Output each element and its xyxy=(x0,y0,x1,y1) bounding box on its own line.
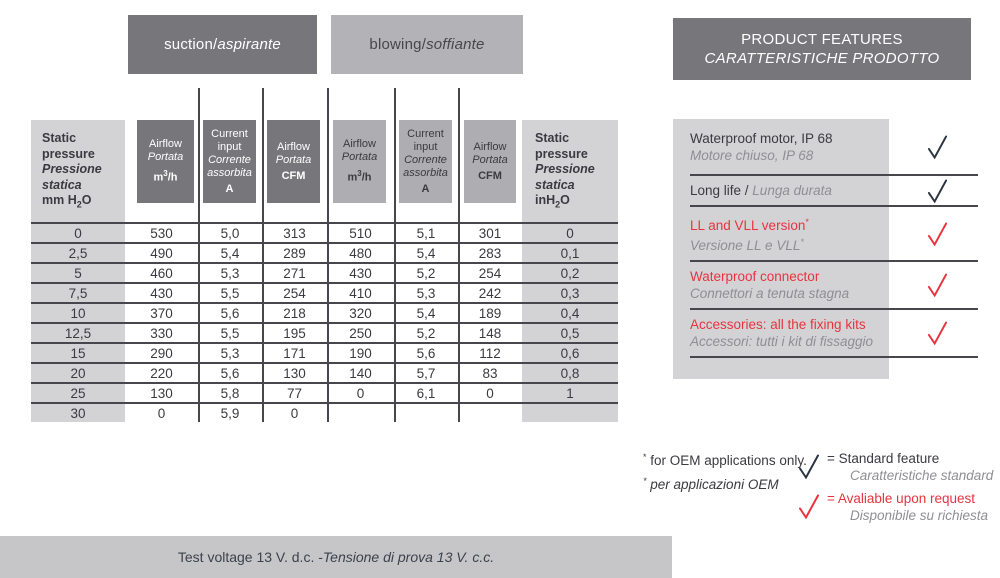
table-cell: 12,5 xyxy=(64,325,92,341)
table-row xyxy=(31,222,618,242)
test-voltage-bar xyxy=(0,536,672,578)
table-cell: 140 xyxy=(349,365,372,381)
legend-standard-feature xyxy=(798,450,993,485)
table-cell: 15 xyxy=(70,345,86,361)
table-cell: 6,1 xyxy=(416,385,436,401)
header-line: Static xyxy=(535,131,570,145)
check-icon xyxy=(798,490,820,525)
blowing-label-it: soffiante xyxy=(426,36,485,53)
check-icon xyxy=(798,450,820,485)
header-unit: $m^3/h$ xyxy=(153,169,178,184)
header-unit: mm $H_2O$ xyxy=(42,193,92,210)
feature-text-it: Motore chiuso, IP 68 xyxy=(690,147,814,163)
table-cell: 271 xyxy=(283,265,306,281)
table-cell: 254 xyxy=(283,285,306,301)
feature-text-en: Accessories: all the fixing kits xyxy=(690,317,866,332)
feature-text-it: Versione LL e VLL* xyxy=(690,236,804,253)
table-cell: 490 xyxy=(150,245,173,261)
blowing-mode-header xyxy=(331,15,523,74)
table-cell: 301 xyxy=(478,225,502,241)
performance-table-body xyxy=(31,222,618,422)
table-cell: 0 xyxy=(290,405,299,421)
feature-row xyxy=(690,310,978,358)
feature-text-en: Waterproof connector xyxy=(690,269,820,284)
table-cell: 1 xyxy=(566,385,574,401)
header-line: Pressione xyxy=(42,162,102,176)
features-list xyxy=(690,119,978,358)
table-cell: 5,2 xyxy=(416,325,436,341)
header-line: pressure xyxy=(42,146,95,161)
table-cell: 0,4 xyxy=(560,305,580,321)
mode-separator: / xyxy=(213,36,218,53)
table-cell: 5,5 xyxy=(220,325,240,341)
table-cell: 5,8 xyxy=(220,385,240,401)
table-cell: 410 xyxy=(349,285,372,301)
header-line: Portata xyxy=(275,153,312,166)
header-line: assorbita xyxy=(403,166,448,179)
table-cell: 2,5 xyxy=(68,245,88,261)
header-line: Airflow xyxy=(342,138,376,151)
header-line: Pressione xyxy=(535,162,595,176)
check-icon xyxy=(927,178,948,203)
table-cell: 190 xyxy=(349,345,372,361)
header-unit: A xyxy=(225,182,234,195)
header-line: Airflow xyxy=(276,140,310,153)
table-cell: 112 xyxy=(479,345,501,361)
table-cell: 148 xyxy=(478,325,502,341)
header-line: Static xyxy=(42,131,77,145)
table-cell: 30 xyxy=(70,405,86,421)
table-cell: 20 xyxy=(70,365,86,381)
table-cell: 83 xyxy=(482,365,498,381)
check-icon xyxy=(927,273,948,298)
table-cell: 5,4 xyxy=(416,305,436,321)
table-cell: 171 xyxy=(283,345,306,361)
table-cell: 5,3 xyxy=(220,345,240,361)
legend-request-it: Disponibile su richiesta xyxy=(850,508,989,523)
header-unit: $m^3/h$ xyxy=(347,169,372,184)
table-cell: 5,9 xyxy=(220,405,240,421)
table-cell: 130 xyxy=(283,365,306,381)
header-unit: A xyxy=(421,182,430,195)
table-row xyxy=(31,282,618,302)
table-cell: 7,5 xyxy=(68,285,88,301)
header-line: Corrente xyxy=(208,153,251,166)
feature-text-en: Waterproof motor, IP 68 xyxy=(690,130,833,146)
header-line: input xyxy=(217,140,242,153)
header-line: Airflow xyxy=(473,140,507,153)
check-icon xyxy=(927,321,948,346)
table-cell: 218 xyxy=(283,305,306,321)
table-cell: 283 xyxy=(478,245,502,261)
header-line: Portata xyxy=(341,151,378,164)
mode-separator: / xyxy=(421,36,427,53)
table-cell: 0 xyxy=(157,405,166,421)
table-cell: 5,3 xyxy=(416,285,436,301)
suction-label-it: aspirante xyxy=(217,36,281,53)
check-icon xyxy=(927,134,948,159)
table-row xyxy=(31,242,618,262)
feature-row xyxy=(690,262,978,310)
table-row xyxy=(31,402,618,422)
table-cell: 10 xyxy=(70,305,86,321)
legend-request-en: = Avaliable upon request xyxy=(827,491,975,506)
blowing-label-en: blowing xyxy=(369,36,422,53)
table-cell: 480 xyxy=(349,245,372,261)
table-cell: 5,1 xyxy=(416,225,436,241)
header-line: assorbita xyxy=(207,166,252,179)
test-voltage-it: Tensione di prova 13 V. c.c. xyxy=(322,549,495,565)
legend-standard-en: = Standard feature xyxy=(827,451,940,466)
table-cell: 0,3 xyxy=(560,285,580,301)
table-cell: 5,6 xyxy=(416,345,436,361)
table-row xyxy=(31,362,618,382)
feature-text-it: Connettori a tenuta stagna xyxy=(690,286,850,301)
table-cell: 430 xyxy=(349,265,372,281)
table-cell: 0,6 xyxy=(560,345,580,361)
table-cell: 5 xyxy=(74,265,82,281)
header-line: input xyxy=(413,140,438,153)
table-cell: 189 xyxy=(478,305,502,321)
header-line: Current xyxy=(211,127,248,140)
table-cell: 5,5 xyxy=(220,285,240,301)
table-cell: 5,7 xyxy=(416,365,436,381)
product-features-title-en: PRODUCT FEATURES xyxy=(741,31,903,48)
static-pressure-in-header xyxy=(522,120,618,213)
feature-row xyxy=(690,207,978,262)
table-cell: 0,2 xyxy=(560,265,580,281)
table-row xyxy=(31,342,618,362)
suction-label-en: suction xyxy=(164,36,214,53)
table-cell: 0 xyxy=(486,385,494,401)
suction-mode-header xyxy=(128,15,317,74)
static-pressure-mm-header xyxy=(31,120,125,213)
table-row xyxy=(31,302,618,322)
table-cell: 330 xyxy=(150,325,173,341)
table-cell: 370 xyxy=(150,305,173,321)
header-line: pressure xyxy=(535,146,588,161)
airflow-cfm-blowing-header xyxy=(464,120,516,203)
airflow-cfm-suction-header xyxy=(267,120,320,203)
current-input-blowing-header xyxy=(399,120,452,203)
table-cell: 25 xyxy=(70,385,86,401)
table-cell: 5,0 xyxy=(220,225,240,241)
current-input-suction-header xyxy=(203,120,256,203)
check-icon xyxy=(927,221,948,246)
product-features-title-it: CARATTERISTICHE PRODOTTO xyxy=(704,50,940,67)
feature-text-it: Accessori: tutti i kit di fissaggio xyxy=(690,334,874,349)
legend-upon-request xyxy=(798,490,988,525)
oem-note-it: * per applicazioni OEM xyxy=(643,476,779,492)
header-line: statica xyxy=(42,177,82,192)
feature-text-line: Long life / Lunga durata xyxy=(690,183,832,198)
header-line: Corrente xyxy=(404,153,447,166)
header-unit: CFM xyxy=(281,169,306,182)
table-cell: 130 xyxy=(150,385,173,401)
oem-note xyxy=(643,447,807,495)
header-line: Portata xyxy=(472,153,508,166)
table-cell: 0 xyxy=(566,225,574,241)
table-cell: 0,5 xyxy=(560,325,580,341)
header-unit: CFM xyxy=(478,169,502,182)
table-cell: 530 xyxy=(150,225,173,241)
table-cell: 220 xyxy=(150,365,173,381)
table-cell: 430 xyxy=(150,285,173,301)
feature-text-en: LL and VLL version* xyxy=(690,216,809,233)
header-unit: inH$_2$O xyxy=(535,193,570,210)
table-cell: 0,1 xyxy=(560,245,580,261)
table-cell: 5,2 xyxy=(416,265,436,281)
table-cell: 5,6 xyxy=(220,305,240,321)
table-row xyxy=(31,322,618,342)
table-cell: 250 xyxy=(349,325,372,341)
legend-standard-it: Caratteristiche standard xyxy=(850,468,994,483)
product-features-header xyxy=(673,18,971,80)
table-cell: 510 xyxy=(349,225,372,241)
table-cell: 5,4 xyxy=(416,245,436,261)
table-cell: 5,6 xyxy=(220,365,240,381)
header-line: Portata xyxy=(147,151,184,164)
table-cell: 290 xyxy=(150,345,173,361)
table-cell: 0 xyxy=(356,385,365,401)
table-cell: 254 xyxy=(478,265,502,281)
table-cell: 460 xyxy=(150,265,173,281)
table-cell: 0,8 xyxy=(560,365,580,381)
table-row xyxy=(31,382,618,402)
header-line: Current xyxy=(407,127,444,140)
table-cell: 320 xyxy=(349,305,372,321)
airflow-m3h-suction-header xyxy=(137,120,194,203)
header-line: statica xyxy=(535,177,575,192)
table-cell: 0 xyxy=(74,225,82,241)
test-voltage-en: Test voltage 13 V. d.c. - xyxy=(177,549,323,565)
feature-row xyxy=(690,176,978,207)
table-cell: 77 xyxy=(286,385,303,401)
table-cell: 5,3 xyxy=(220,265,240,281)
table-row xyxy=(31,262,618,282)
airflow-m3h-blowing-header xyxy=(333,120,386,203)
table-cell: 313 xyxy=(283,225,306,241)
oem-note-en: * for OEM applications only. xyxy=(643,452,807,468)
table-cell: 242 xyxy=(478,285,502,301)
table-cell: 195 xyxy=(283,325,306,341)
table-cell: 289 xyxy=(283,245,306,261)
feature-row xyxy=(690,119,978,176)
table-cell: 5,4 xyxy=(220,245,240,261)
header-line: Airflow xyxy=(148,138,182,151)
